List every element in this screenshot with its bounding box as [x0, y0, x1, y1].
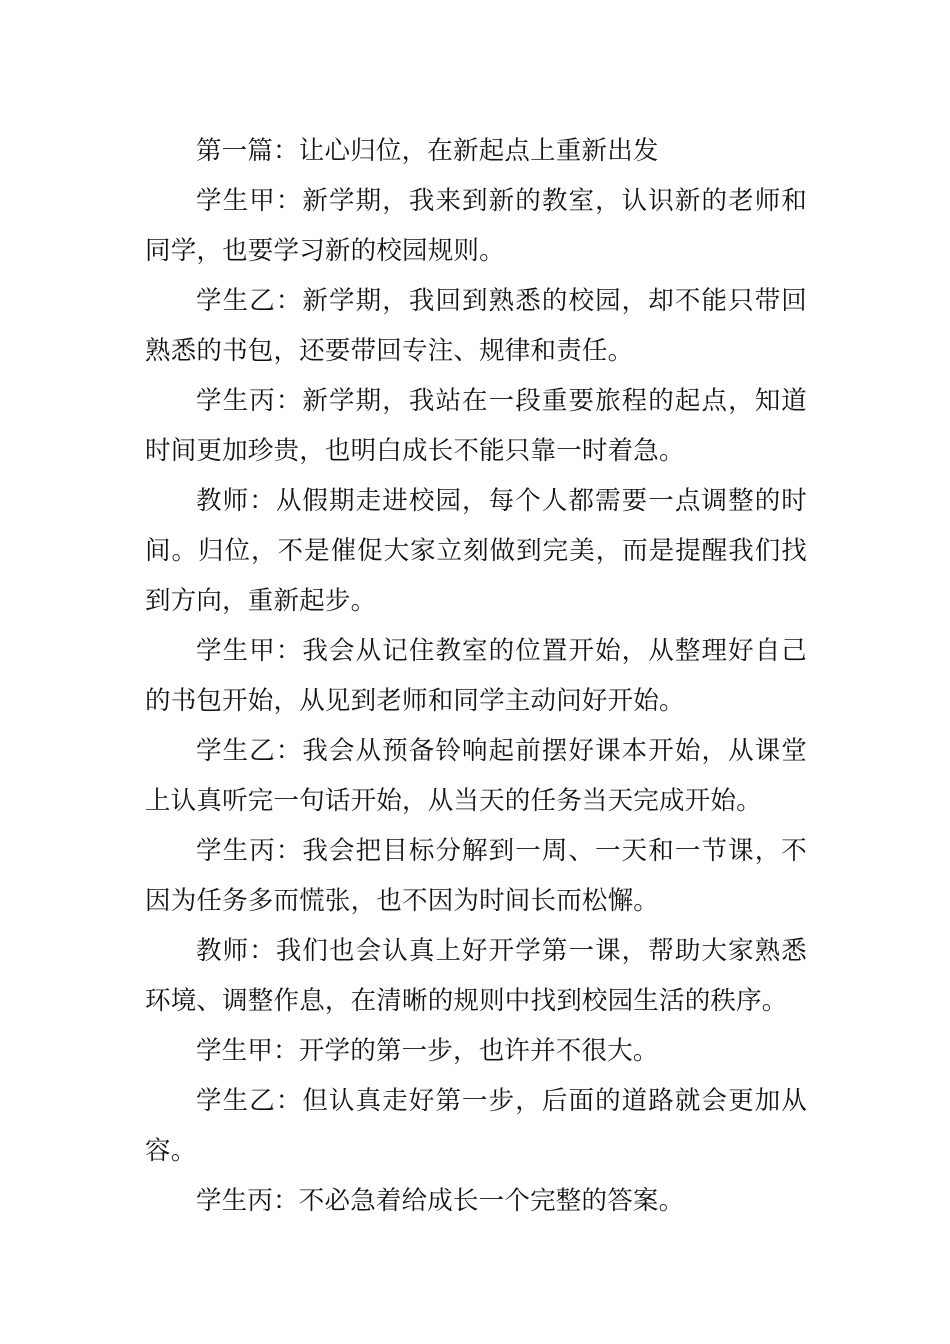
dialogue-line: 学生甲：新学期，我来到新的教室，认识新的老师和同学，也要学习新的校园规则。	[145, 186, 807, 266]
dialogue-line: 学生丙：不必急着给成长一个完整的答案。	[196, 1186, 685, 1216]
document-body	[145, 126, 807, 1226]
dialogue-line: 学生乙：但认真走好第一步，后面的道路就会更加从容。	[145, 1086, 807, 1166]
document-title: 第一篇：让心归位，在新起点上重新出发	[196, 136, 659, 166]
dialogue-line: 学生甲：开学的第一步，也许并不很大。	[196, 1036, 659, 1066]
dialogue-line: 学生丙：我会把目标分解到一周、一天和一节课，不因为任务多而慌张，也不因为时间长而松懈。	[145, 836, 807, 916]
dialogue-line: 学生乙：我会从预备铃响起前摆好课本开始，从课堂上认真听完一句话开始，从当天的任务当天完成开始。	[145, 736, 807, 816]
dialogue-line: 学生乙：新学期，我回到熟悉的校园，却不能只带回熟悉的书包，还要带回专注、规律和责任。	[145, 286, 807, 366]
dialogue-line: 学生丙：新学期，我站在一段重要旅程的起点，知道时间更加珍贵，也明白成长不能只靠一时着急。	[145, 386, 807, 466]
dialogue-line: 学生甲：我会从记住教室的位置开始，从整理好自己的书包开始，从见到老师和同学主动问好开始。	[145, 636, 807, 716]
dialogue-line: 教师：从假期走进校园，每个人都需要一点调整的时间。归位，不是催促大家立刻做到完美，而是提醒我们找到方向，重新起步。	[145, 486, 807, 616]
dialogue-line: 教师：我们也会认真上好开学第一课，帮助大家熟悉环境、调整作息，在清晰的规则中找到校园生活的秩序。	[145, 936, 807, 1016]
